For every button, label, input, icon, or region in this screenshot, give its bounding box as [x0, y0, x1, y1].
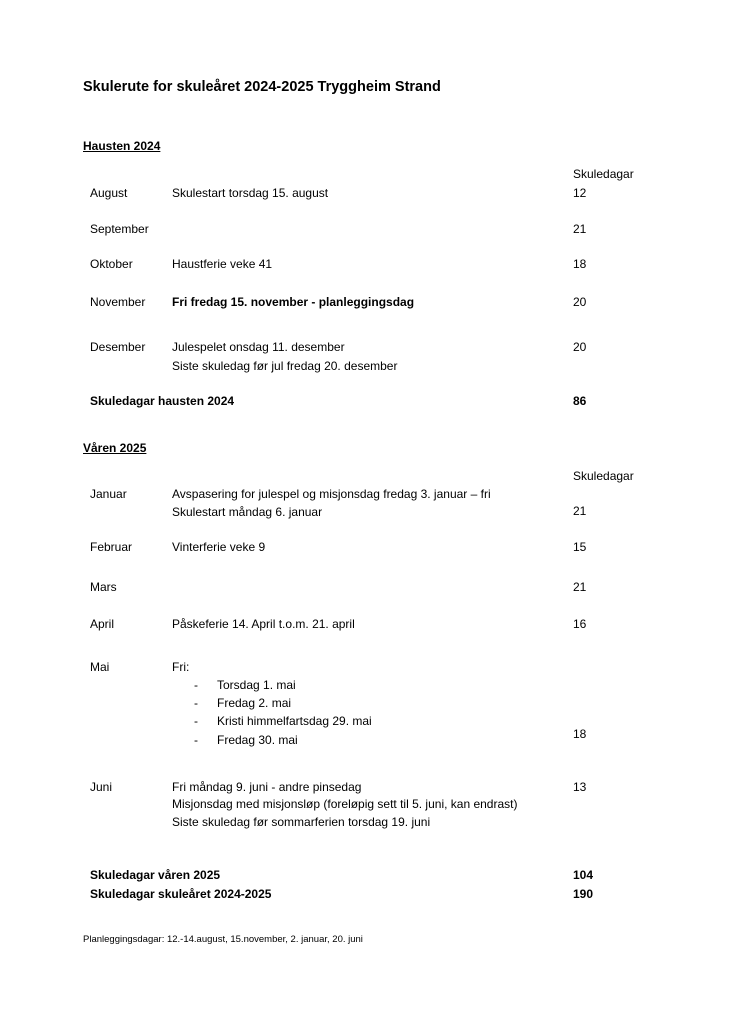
month-label: August [90, 186, 128, 200]
list-item: - Fredag 2. mai [194, 696, 292, 710]
month-note: Haustferie veke 41 [172, 257, 273, 271]
section-heading-spring: Våren 2025 [83, 441, 147, 455]
month-note: Fri måndag 9. juni - andre pinsedag [172, 780, 362, 794]
month-days: 18 [573, 257, 587, 271]
month-note: Misjonsdag med misjonsløp (foreløpig sett til 5. juni, kan endrast) [172, 797, 518, 811]
month-label: Desember [90, 340, 146, 354]
list-dash: - [194, 733, 198, 747]
total-label-year: Skuledagar skuleåret 2024-2025 [90, 887, 272, 901]
month-days: 21 [573, 580, 587, 594]
list-item: - Torsdag 1. mai [194, 678, 296, 692]
total-label-spring: Skuledagar våren 2025 [90, 868, 221, 882]
footer-note: Planleggingsdagar: 12.-14.august, 15.november, 2. januar, 20. juni [83, 934, 363, 945]
month-days: 21 [573, 504, 587, 518]
month-label: Mars [90, 580, 117, 594]
month-note: Vinterferie veke 9 [172, 540, 266, 554]
list-dash: - [194, 678, 198, 692]
section-heading-autumn: Hausten 2024 [83, 139, 161, 153]
list-dash: - [194, 714, 198, 728]
month-note: Fri fredag 15. november - planleggingsdag [172, 295, 415, 309]
total-days-spring: 104 [573, 868, 594, 882]
list-item: - Fredag 30. mai [194, 733, 298, 747]
month-days: 16 [573, 617, 587, 631]
month-days: 20 [573, 295, 587, 309]
month-label: Juni [90, 780, 113, 794]
month-label: Januar [90, 487, 127, 501]
month-note: Påskeferie 14. April t.o.m. 21. april [172, 617, 355, 631]
total-days-year: 190 [573, 887, 594, 901]
list-item: - Kristi himmelfartsdag 29. mai [194, 714, 372, 728]
month-note: Siste skuledag før jul fredag 20. desember [172, 359, 398, 373]
month-days: 20 [573, 340, 587, 354]
page-title: Skulerute for skuleåret 2024-2025 Tryggheim Strand [83, 79, 441, 95]
month-days: 18 [573, 727, 587, 741]
month-note: Avspasering for julespel og misjonsdag fredag 3. januar – fri [172, 487, 491, 501]
month-note: Skulestart torsdag 15. august [172, 186, 329, 200]
month-days: 12 [573, 186, 587, 200]
month-note: Fri: [172, 660, 190, 674]
days-column-header: Skuledagar [573, 469, 634, 483]
total-label-autumn: Skuledagar hausten 2024 [90, 394, 235, 408]
month-label: September [90, 222, 149, 236]
month-days: 15 [573, 540, 587, 554]
month-days: 13 [573, 780, 587, 794]
month-label: November [90, 295, 146, 309]
month-note: Siste skuledag før sommarferien torsdag 19. juni [172, 815, 431, 829]
month-label: Februar [90, 540, 133, 554]
month-label: Mai [90, 660, 110, 674]
month-label: April [90, 617, 115, 631]
month-note: Julespelet onsdag 11. desember [172, 340, 345, 354]
month-note: Skulestart måndag 6. januar [172, 505, 323, 519]
month-label: Oktober [90, 257, 133, 271]
total-days-autumn: 86 [573, 394, 587, 408]
list-dash: - [194, 696, 198, 710]
month-days: 21 [573, 222, 587, 236]
days-column-header: Skuledagar [573, 167, 634, 181]
